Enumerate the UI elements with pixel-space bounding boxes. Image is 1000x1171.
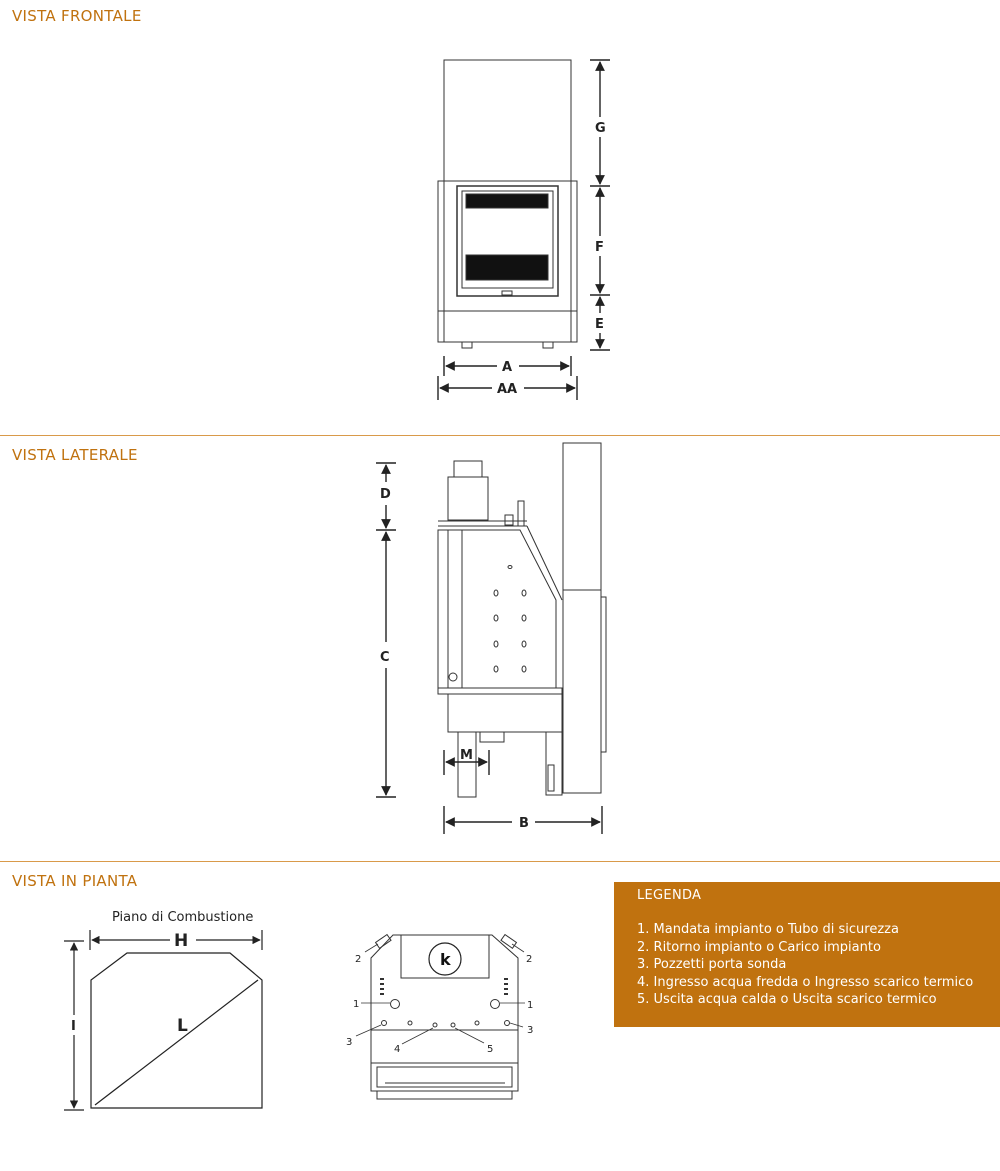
dim-F: F xyxy=(595,240,604,255)
front-dimensions xyxy=(438,60,610,400)
dim-M: M xyxy=(460,748,473,763)
legend-list xyxy=(637,921,1000,1009)
port-label-3-right: 3 xyxy=(527,1025,534,1036)
dim-H: H xyxy=(174,931,189,951)
dim-D: D xyxy=(380,487,391,502)
combustion-plane xyxy=(64,930,262,1110)
stove-vents xyxy=(380,978,508,995)
section-title-side: VISTA LATERALE xyxy=(12,446,138,464)
dim-A: A xyxy=(502,360,513,375)
port-label-1-right: 1 xyxy=(527,1000,534,1011)
side-flue xyxy=(448,477,488,520)
side-dimensions xyxy=(376,463,602,834)
legend-item: 5. Uscita acqua calda o Uscita scarico termico xyxy=(637,992,937,1007)
section-title-front: VISTA FRONTALE xyxy=(12,7,142,25)
side-holes xyxy=(494,566,526,673)
side-flue-cap xyxy=(454,461,482,477)
side-base xyxy=(448,694,562,732)
legend-item: 2. Ritorno impianto o Carico impianto xyxy=(637,939,881,955)
side-front-panel xyxy=(563,443,601,590)
front-hood xyxy=(444,60,571,181)
port-label-2-left: 2 xyxy=(355,954,362,965)
legend-item: 1. Mandata impianto o Tubo di sicurezza xyxy=(637,922,899,937)
legend-item: 3. Pozzetti porta sonda xyxy=(637,957,787,972)
port-label-1-left: 1 xyxy=(353,999,360,1010)
dim-AA: AA xyxy=(497,382,518,397)
front-glass-bottom xyxy=(466,255,548,280)
legend-title: LEGENDA xyxy=(637,888,702,903)
legend-panel xyxy=(614,882,1000,1027)
dim-E: E xyxy=(595,317,604,332)
port-label-4: 4 xyxy=(394,1044,401,1055)
dim-L: L xyxy=(177,1016,188,1036)
front-view xyxy=(438,60,577,348)
section-title-plan: VISTA IN PIANTA xyxy=(12,872,138,890)
port-label-5: 5 xyxy=(487,1044,494,1055)
front-glass-top xyxy=(466,194,548,208)
dim-B: B xyxy=(519,816,529,831)
port-label-2-right: 2 xyxy=(526,954,533,965)
dim-I: I xyxy=(71,1019,76,1034)
dim-C: C xyxy=(380,650,390,665)
port-label-3-left: 3 xyxy=(346,1037,353,1048)
combustion-plane-label: Piano di Combustione xyxy=(112,910,254,925)
dim-G: G xyxy=(595,121,606,136)
legend-item: 4. Ingresso acqua fredda o Ingresso scarico termico xyxy=(637,974,974,990)
flue-label: k xyxy=(440,950,451,969)
side-body xyxy=(438,530,556,688)
